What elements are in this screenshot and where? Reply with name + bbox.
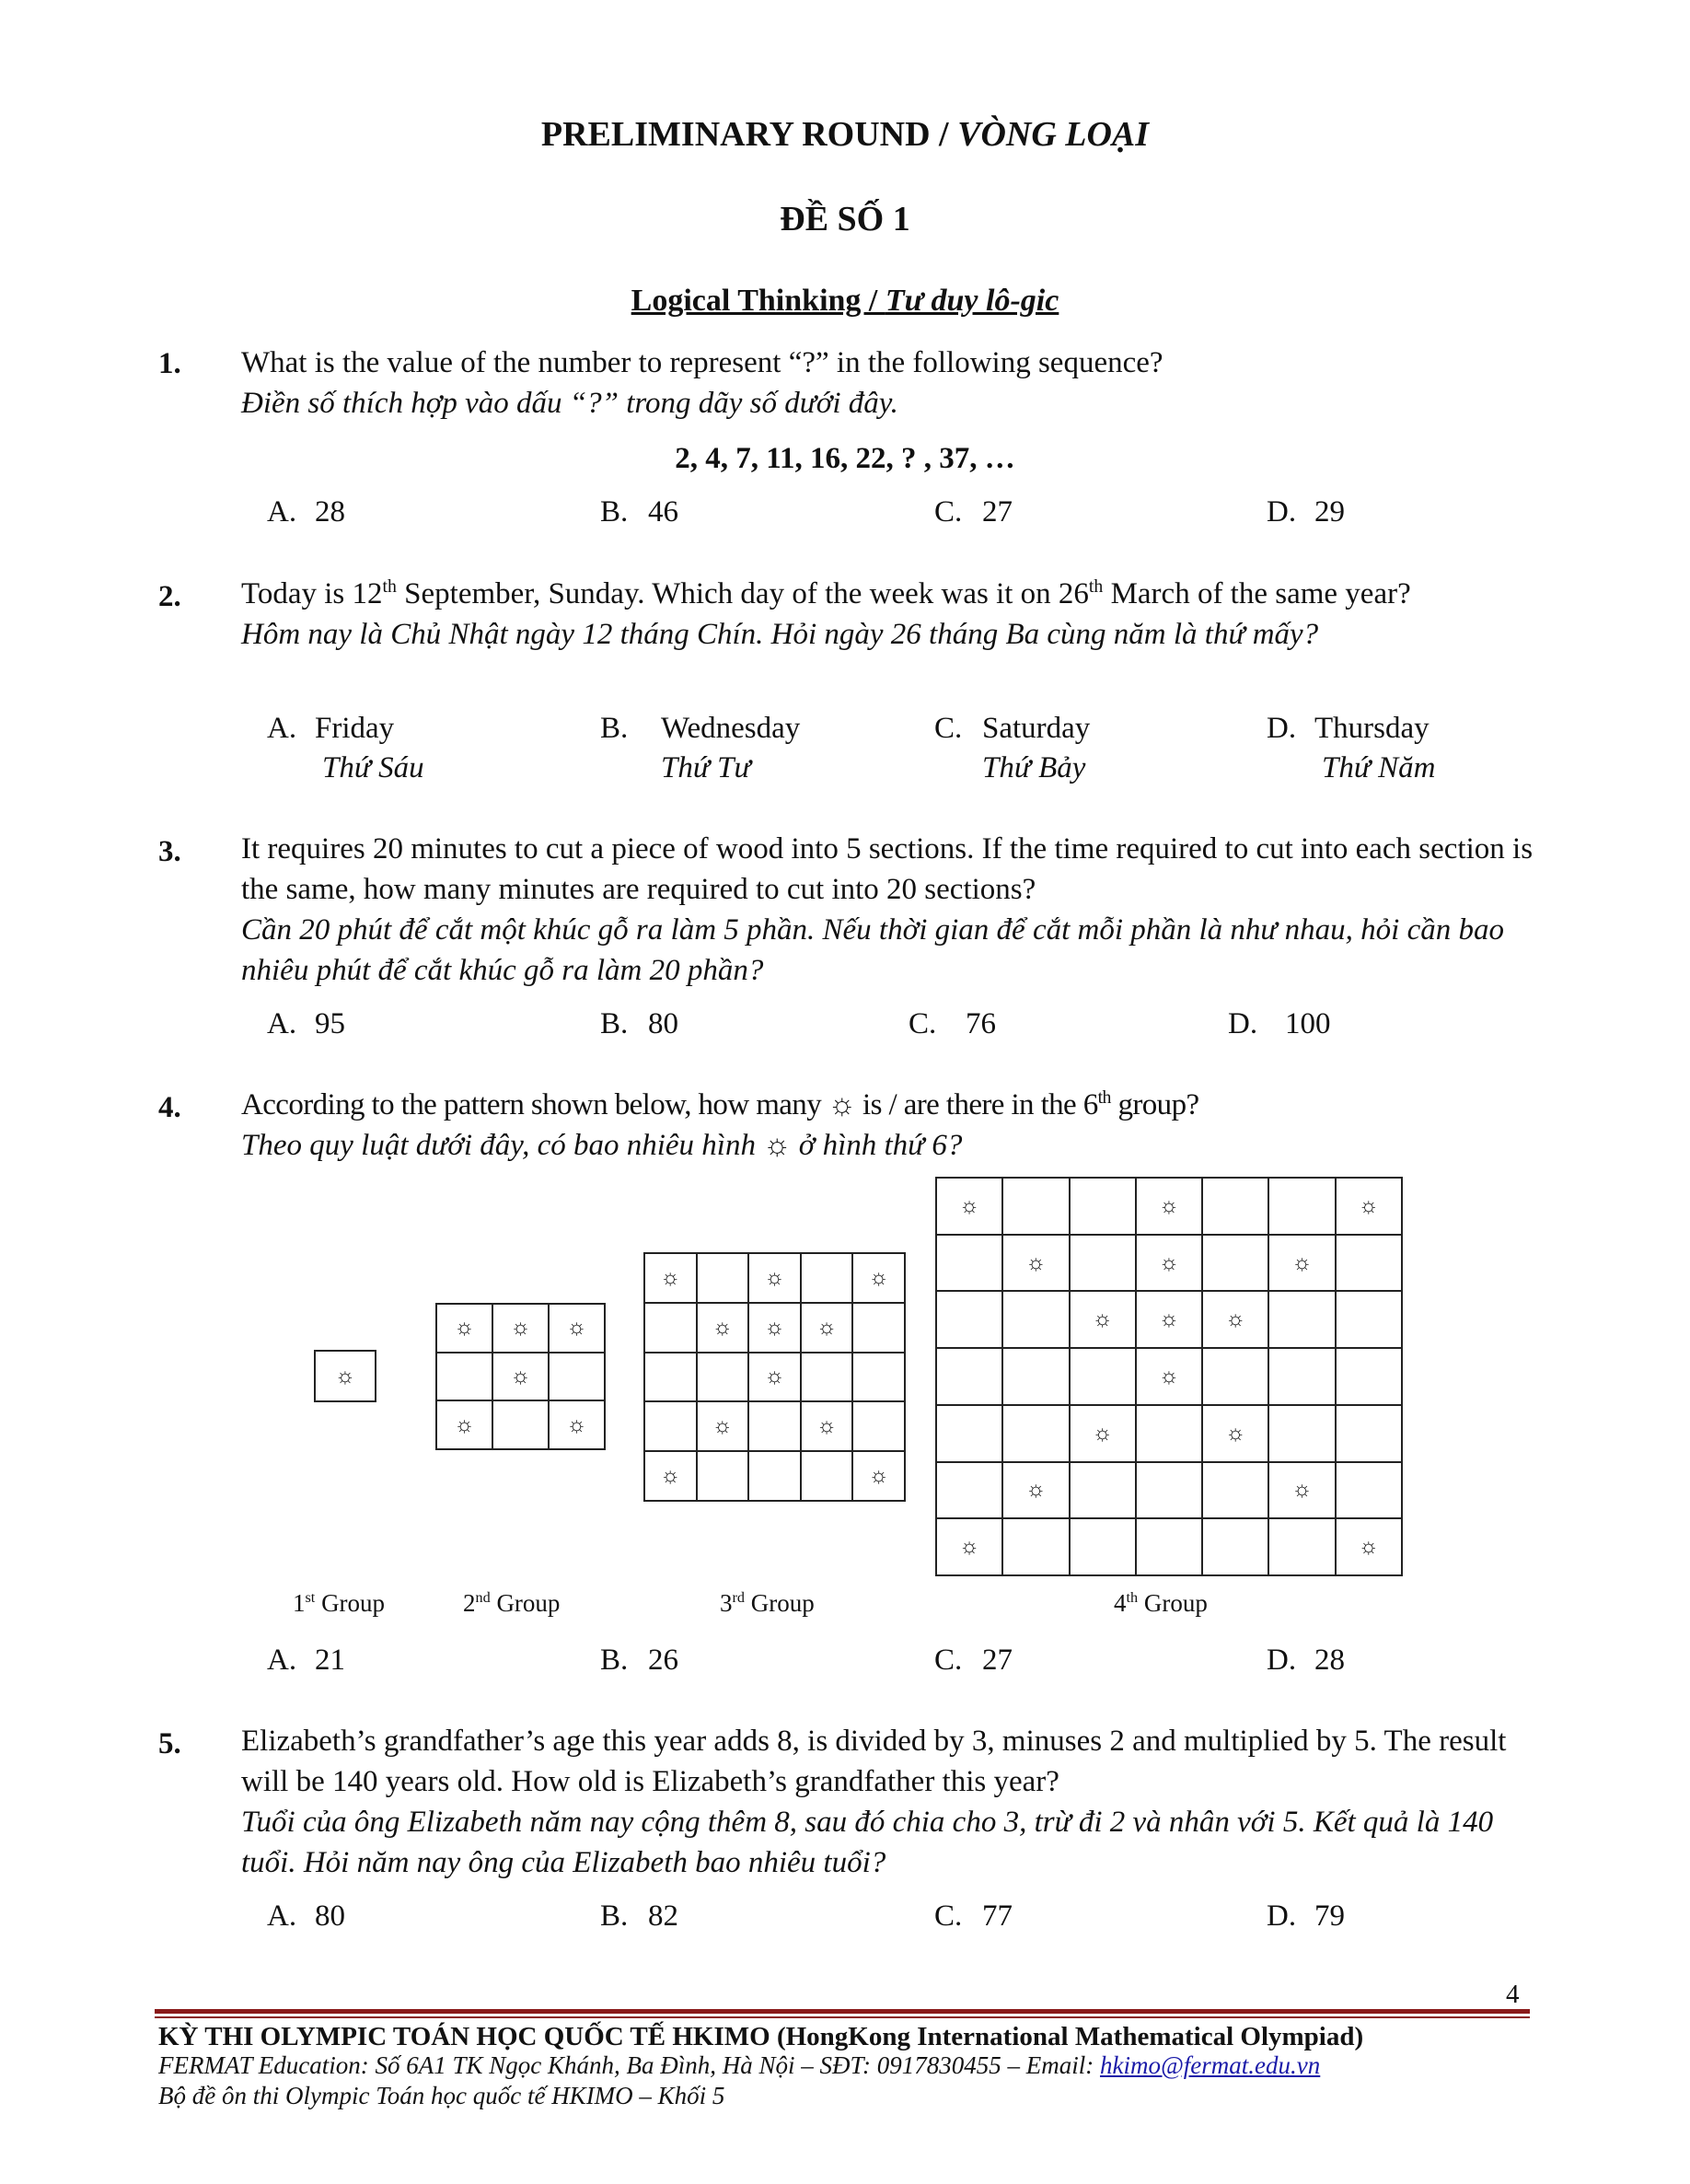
footer-email-link[interactable]: hkimo@fermat.edu.vn bbox=[1099, 2051, 1321, 2079]
group-1-grid bbox=[314, 1350, 376, 1402]
group-3-row bbox=[644, 1451, 905, 1501]
q2-option-a: A. Friday bbox=[267, 712, 395, 745]
sun-icon bbox=[801, 1303, 853, 1353]
empty-cell bbox=[801, 1253, 853, 1303]
sun-icon bbox=[644, 1253, 697, 1303]
q1-option-c: C. 27 bbox=[934, 495, 1013, 529]
group-4-row bbox=[936, 1348, 1402, 1405]
group-3-row bbox=[644, 1303, 905, 1353]
empty-cell bbox=[1336, 1348, 1402, 1405]
empty-cell bbox=[1268, 1348, 1335, 1405]
q3-option-c: C. 76 bbox=[909, 1007, 996, 1040]
empty-cell bbox=[1070, 1462, 1136, 1519]
empty-cell bbox=[801, 1451, 853, 1501]
empty-cell bbox=[697, 1353, 749, 1402]
group-2-row bbox=[436, 1304, 605, 1353]
q1-vi: Điền số thích hợp vào dấu “?” trong dãy số dưới đây. bbox=[241, 387, 898, 420]
sun-icon bbox=[1202, 1291, 1268, 1348]
empty-cell bbox=[1336, 1235, 1402, 1292]
sun-icon bbox=[1002, 1462, 1069, 1519]
group-4-row bbox=[936, 1178, 1402, 1235]
sun-icon bbox=[1070, 1405, 1136, 1462]
group-3-row bbox=[644, 1353, 905, 1402]
q5-text bbox=[241, 1721, 1548, 1883]
q1-en: What is the value of the number to represent “?” in the following sequence? bbox=[241, 346, 1163, 379]
empty-cell bbox=[549, 1353, 605, 1401]
empty-cell bbox=[1202, 1178, 1268, 1235]
footer-line-2: FERMAT Education: Số 6A1 TK Ngọc Khánh, Ba Đình, Hà Nội – SĐT: 0917830455 – Email: hkimo@fermat.edu.vn bbox=[158, 2051, 1321, 2079]
q4-number: 4. bbox=[158, 1091, 181, 1124]
sun-icon bbox=[852, 1253, 905, 1303]
empty-cell bbox=[1202, 1348, 1268, 1405]
q5-option-c: C. 77 bbox=[934, 1899, 1013, 1933]
empty-cell bbox=[1202, 1462, 1268, 1519]
group-4-row bbox=[936, 1462, 1402, 1519]
empty-cell bbox=[801, 1353, 853, 1402]
sun-icon bbox=[1136, 1291, 1202, 1348]
empty-cell bbox=[1136, 1462, 1202, 1519]
sun-icon bbox=[315, 1351, 376, 1401]
q4-option-c: C. 27 bbox=[934, 1644, 1013, 1677]
page-number: 4 bbox=[1506, 1980, 1520, 2009]
footer-rule-thick bbox=[155, 2009, 1530, 2014]
sun-icon bbox=[697, 1401, 749, 1451]
q3-en: It requires 20 minutes to cut a piece of wood into 5 sections. If the time required to cut into each section is the same, how many minutes are required to cut into 20 sections? bbox=[241, 832, 1534, 906]
sun-icon bbox=[492, 1353, 549, 1401]
q4-option-b: B. 26 bbox=[600, 1644, 678, 1677]
q2-option-d: D. Thursday bbox=[1267, 712, 1430, 745]
q2-option-d-vi: Thứ Năm bbox=[1322, 751, 1436, 784]
empty-cell bbox=[1202, 1518, 1268, 1575]
q5-option-b: B. 82 bbox=[600, 1899, 678, 1933]
sun-icon bbox=[748, 1303, 801, 1353]
group-3-row bbox=[644, 1253, 905, 1303]
empty-cell bbox=[1070, 1348, 1136, 1405]
sun-icon bbox=[1268, 1462, 1335, 1519]
group-4-label: 4th Group bbox=[1114, 1589, 1208, 1617]
q2-vi: Hôm nay là Chủ Nhật ngày 12 tháng Chín. Hỏi ngày 26 tháng Ba cùng năm là thứ mấy? bbox=[241, 618, 1319, 651]
exam-title: ĐỀ SỐ 1 bbox=[780, 200, 910, 238]
q2-option-b: B. Wednesday bbox=[600, 712, 801, 745]
sun-icon bbox=[801, 1401, 853, 1451]
empty-cell bbox=[697, 1253, 749, 1303]
q3-option-d: D. 100 bbox=[1228, 1007, 1331, 1040]
q3-option-a: A. 95 bbox=[267, 1007, 345, 1040]
sun-icon bbox=[1336, 1178, 1402, 1235]
q2-option-a-vi: Thứ Sáu bbox=[322, 751, 424, 784]
empty-cell bbox=[1336, 1462, 1402, 1519]
footer-line-1: KỲ THI OLYMPIC TOÁN HỌC QUỐC TẾ HKIMO (HongKong International Mathematical Olympiad) bbox=[158, 2022, 1364, 2051]
q1-option-d: D. 29 bbox=[1267, 495, 1345, 529]
q1-number: 1. bbox=[158, 347, 181, 380]
empty-cell bbox=[436, 1353, 492, 1401]
group-1-label: 1st Group bbox=[293, 1589, 386, 1617]
round-title bbox=[0, 114, 1690, 155]
empty-cell bbox=[1136, 1518, 1202, 1575]
empty-cell bbox=[1002, 1405, 1069, 1462]
empty-cell bbox=[1136, 1405, 1202, 1462]
sun-icon bbox=[1136, 1178, 1202, 1235]
sun-icon bbox=[697, 1303, 749, 1353]
empty-cell bbox=[1336, 1291, 1402, 1348]
group-4-row bbox=[936, 1405, 1402, 1462]
group-1-row bbox=[315, 1351, 376, 1401]
q2-option-c: C. Saturday bbox=[934, 712, 1091, 745]
q1-option-b: B. 46 bbox=[600, 495, 678, 529]
q2-option-c-vi: Thứ Bảy bbox=[982, 751, 1086, 784]
q5-vi: Tuổi của ông Elizabeth năm nay cộng thêm 8, sau đó chia cho 3, trừ đi 2 và nhân với 5. Kết quả là 140 tuổi. Hỏi năm nay ông của Elizabeth bao nhiêu tuổi? bbox=[241, 1806, 1494, 1879]
sun-icon bbox=[852, 1451, 905, 1501]
q2-number: 2. bbox=[158, 580, 181, 613]
q5-option-d: D. 79 bbox=[1267, 1899, 1345, 1933]
q5-number: 5. bbox=[158, 1727, 181, 1760]
q3-text bbox=[241, 829, 1548, 991]
q4-vi: Theo quy luật dưới đây, có bao nhiêu hình ☼ ở hình thứ 6? bbox=[241, 1129, 963, 1162]
q3-number: 3. bbox=[158, 835, 181, 868]
sun-icon bbox=[748, 1253, 801, 1303]
empty-cell bbox=[1202, 1235, 1268, 1292]
section-title-vi: Tư duy lô-gic bbox=[885, 284, 1059, 318]
empty-cell bbox=[1268, 1518, 1335, 1575]
sun-icon bbox=[1336, 1518, 1402, 1575]
group-4-row bbox=[936, 1291, 1402, 1348]
q3-option-b: B. 80 bbox=[600, 1007, 678, 1040]
sun-icon bbox=[1002, 1235, 1069, 1292]
sun-icon bbox=[1136, 1348, 1202, 1405]
sun-icon bbox=[436, 1304, 492, 1353]
q2-en: Today is 12th September, Sunday. Which day of the week was it on 26th March of the same year? bbox=[241, 576, 1411, 610]
q4-en: According to the pattern shown below, how many ☼ is / are there in the 6th group? bbox=[241, 1087, 1199, 1121]
group-4-row bbox=[936, 1518, 1402, 1575]
empty-cell bbox=[852, 1353, 905, 1402]
empty-cell bbox=[644, 1401, 697, 1451]
empty-cell bbox=[644, 1353, 697, 1402]
sun-icon bbox=[492, 1304, 549, 1353]
section-title bbox=[0, 284, 1690, 319]
sun-icon bbox=[644, 1451, 697, 1501]
footer-line-3: Bộ đề ôn thi Olympic Toán học quốc tế HKIMO – Khối 5 bbox=[158, 2082, 725, 2109]
sun-icon bbox=[936, 1518, 1002, 1575]
empty-cell bbox=[644, 1303, 697, 1353]
round-title-vi: VÒNG LOẠI bbox=[957, 115, 1150, 154]
group-3-label: 3rd Group bbox=[720, 1589, 815, 1617]
empty-cell bbox=[1070, 1235, 1136, 1292]
empty-cell bbox=[1268, 1178, 1335, 1235]
q5-en: Elizabeth’s grandfather’s age this year adds 8, is divided by 3, minuses 2 and multiplied by 5. The result will be 140 years old. How old is Elizabeth’s grandfather this year? bbox=[241, 1725, 1507, 1798]
q1-sequence: 2, 4, 7, 11, 16, 22, ? , 37, … bbox=[675, 442, 1015, 475]
empty-cell bbox=[1002, 1518, 1069, 1575]
empty-cell bbox=[1002, 1178, 1069, 1235]
q3-vi: Cần 20 phút để cắt một khúc gỗ ra làm 5 phần. Nếu thời gian để cắt mỗi phần là như nhau, hỏi cần bao nhiêu phút để cắt khúc gỗ ra làm 20 phần? bbox=[241, 913, 1504, 987]
group-3-row bbox=[644, 1401, 905, 1451]
q1-text bbox=[241, 343, 1548, 424]
empty-cell bbox=[1268, 1405, 1335, 1462]
group-2-grid bbox=[435, 1303, 606, 1450]
q1-option-a: A. 28 bbox=[267, 495, 345, 529]
sun-icon bbox=[748, 1353, 801, 1402]
empty-cell bbox=[936, 1405, 1002, 1462]
group-2-row bbox=[436, 1353, 605, 1401]
q4-text bbox=[241, 1085, 1530, 1166]
empty-cell bbox=[1070, 1178, 1136, 1235]
empty-cell bbox=[1002, 1291, 1069, 1348]
q4-option-d: D. 28 bbox=[1267, 1644, 1345, 1677]
empty-cell bbox=[748, 1451, 801, 1501]
group-4-row bbox=[936, 1235, 1402, 1292]
empty-cell bbox=[936, 1291, 1002, 1348]
q2-text bbox=[241, 574, 1548, 655]
group-4-grid bbox=[935, 1177, 1403, 1576]
sun-icon bbox=[549, 1400, 605, 1449]
empty-cell bbox=[1268, 1291, 1335, 1348]
empty-cell bbox=[1002, 1348, 1069, 1405]
sun-icon bbox=[936, 1178, 1002, 1235]
sun-icon bbox=[1268, 1235, 1335, 1292]
q4-option-a: A. 21 bbox=[267, 1644, 345, 1677]
footer-rule-thin bbox=[155, 2016, 1530, 2018]
group-3-grid bbox=[643, 1252, 906, 1502]
empty-cell bbox=[492, 1400, 549, 1449]
empty-cell bbox=[852, 1401, 905, 1451]
sun-icon bbox=[1070, 1291, 1136, 1348]
empty-cell bbox=[852, 1303, 905, 1353]
empty-cell bbox=[936, 1235, 1002, 1292]
section-title-en: Logical Thinking / bbox=[631, 284, 886, 318]
sun-icon bbox=[549, 1304, 605, 1353]
group-2-row bbox=[436, 1400, 605, 1449]
group-2-label: 2nd Group bbox=[463, 1589, 561, 1617]
empty-cell bbox=[936, 1462, 1002, 1519]
empty-cell bbox=[1336, 1405, 1402, 1462]
empty-cell bbox=[748, 1401, 801, 1451]
q2-option-b-vi: Thứ Tư bbox=[661, 751, 751, 784]
sun-icon bbox=[436, 1400, 492, 1449]
sun-icon bbox=[1202, 1405, 1268, 1462]
sun-icon bbox=[1136, 1235, 1202, 1292]
q5-option-a: A. 80 bbox=[267, 1899, 345, 1933]
empty-cell bbox=[1070, 1518, 1136, 1575]
round-title-en: PRELIMINARY ROUND / bbox=[540, 115, 958, 154]
empty-cell bbox=[936, 1348, 1002, 1405]
empty-cell bbox=[697, 1451, 749, 1501]
